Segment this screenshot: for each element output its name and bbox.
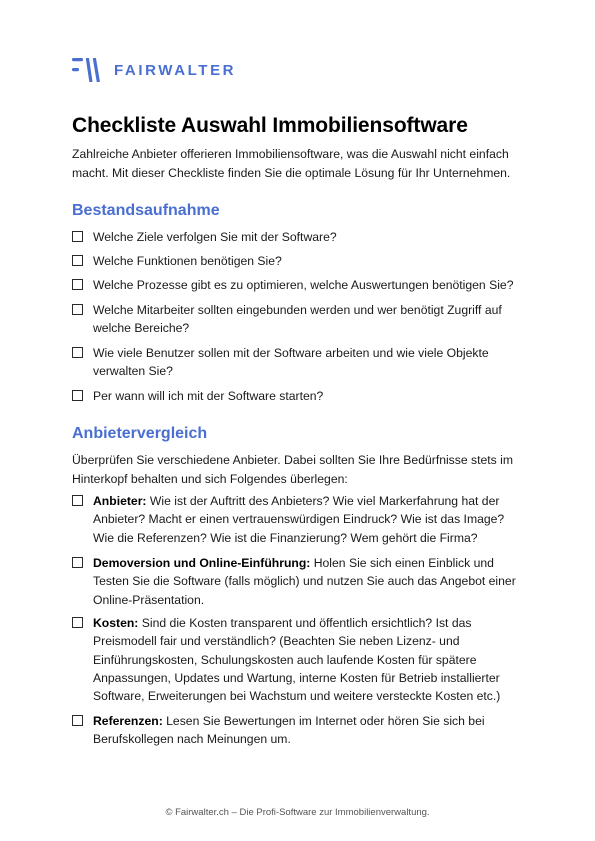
checklist-item[interactable] (72, 276, 522, 294)
checklist-item-text (93, 614, 522, 705)
checklist-item-text (93, 554, 522, 609)
fairwalter-logo-mark-icon (72, 58, 108, 82)
checklist-item[interactable] (72, 554, 522, 609)
checkbox[interactable] (72, 231, 83, 242)
checklist-item-text (93, 492, 522, 547)
checklist-item-label: Referenzen: (93, 714, 163, 728)
checklist-item-text (93, 712, 522, 749)
checklist-item-description: Wie ist der Auftritt des Anbieters? Wie viel Markerfahrung hat der Anbieter? Macht er einen vertrauenswürdigen Eindruck? Wie ist das Image? Wie die Referenzen? Wie ist die Finanzierung? Wem gehört die Firma? (93, 494, 505, 545)
checkbox[interactable] (72, 279, 83, 290)
checklist-item-text: Welche Mitarbeiter sollten eingebunden werden und wer benötigt Zugriff auf welche Bereiche? (93, 303, 502, 336)
checklist-item-text: Welche Prozesse gibt es zu optimieren, welche Auswertungen benötigen Sie? (93, 278, 514, 292)
checkbox[interactable] (72, 495, 83, 506)
checklist-item-label: Kosten: (93, 616, 139, 630)
checkbox[interactable] (72, 255, 83, 266)
document-title: Checkliste Auswahl Immobiliensoftware (72, 114, 468, 137)
checklist-item[interactable] (72, 252, 522, 270)
checklist-item-label: Anbieter: (93, 494, 147, 508)
checkbox[interactable] (72, 390, 83, 401)
page-footer: © Fairwalter.ch – Die Profi-Software zur Immobilienverwaltung. (165, 807, 430, 818)
brand-logo-text: FAIRWALTER (114, 61, 237, 79)
checklist-item[interactable] (72, 344, 522, 381)
checklist-item-text: Wie viele Benutzer sollen mit der Software arbeiten und wie viele Objekte verwalten Sie? (93, 346, 489, 379)
checkbox[interactable] (72, 715, 83, 726)
brand-logo (72, 58, 236, 82)
document-intro: Zahlreiche Anbieter offerieren Immobiliensoftware, was die Auswahl nicht einfach macht. Mit dieser Checkliste finden Sie die optimale Lösung für Ihr Unternehmen. (72, 147, 511, 180)
section-heading-bestandsaufnahme: Bestandsaufnahme (72, 202, 220, 219)
section-intro: Überprüfen Sie verschiedene Anbieter. Dabei sollten Sie Ihre Bedürfnisse stets im Hinterkopf behalten und sich Folgendes überlegen: (72, 453, 514, 486)
section-heading-anbietervergleich: Anbietervergleich (72, 425, 208, 442)
checklist-item[interactable] (72, 301, 522, 338)
checklist-item-description: Sind die Kosten transparent und öffentlich ersichtlich? Ist das Preismodell fair und verständlich? (Beachten Sie neben Lizenz- und Einführungskosten, Schulungskosten auch laufende Kosten für spätere Anpassungen, Updates und Wartung, interne Kosten für Betrieb installierter Software, Erweiterungen bei Wachstum und weitere versteckte Kosten etc.) (93, 616, 501, 704)
checklist-item[interactable] (72, 492, 522, 547)
checkbox[interactable] (72, 617, 83, 628)
checklist-item[interactable] (72, 387, 522, 405)
checklist-item-text: Per wann will ich mit der Software starten? (93, 389, 324, 403)
checkbox[interactable] (72, 347, 83, 358)
checklist-item[interactable] (72, 614, 522, 705)
checkbox[interactable] (72, 304, 83, 315)
checklist-item-description: Holen Sie sich einen Einblick und Testen Sie die Software (falls möglich) und nutzen Sie auch das Angebot einer Online-Präsentation. (93, 556, 516, 607)
checklist-item[interactable] (72, 228, 522, 246)
checklist-item[interactable] (72, 712, 522, 749)
checklist-item-text: Welche Ziele verfolgen Sie mit der Software? (93, 230, 337, 244)
checkbox[interactable] (72, 557, 83, 568)
checklist-item-description: Lesen Sie Bewertungen im Internet oder hören Sie sich bei Berufskollegen nach Meinungen um. (93, 714, 485, 747)
checklist-item-text: Welche Funktionen benötigen Sie? (93, 254, 282, 268)
checklist-item-label: Demoversion und Online-Einführung: (93, 556, 311, 570)
